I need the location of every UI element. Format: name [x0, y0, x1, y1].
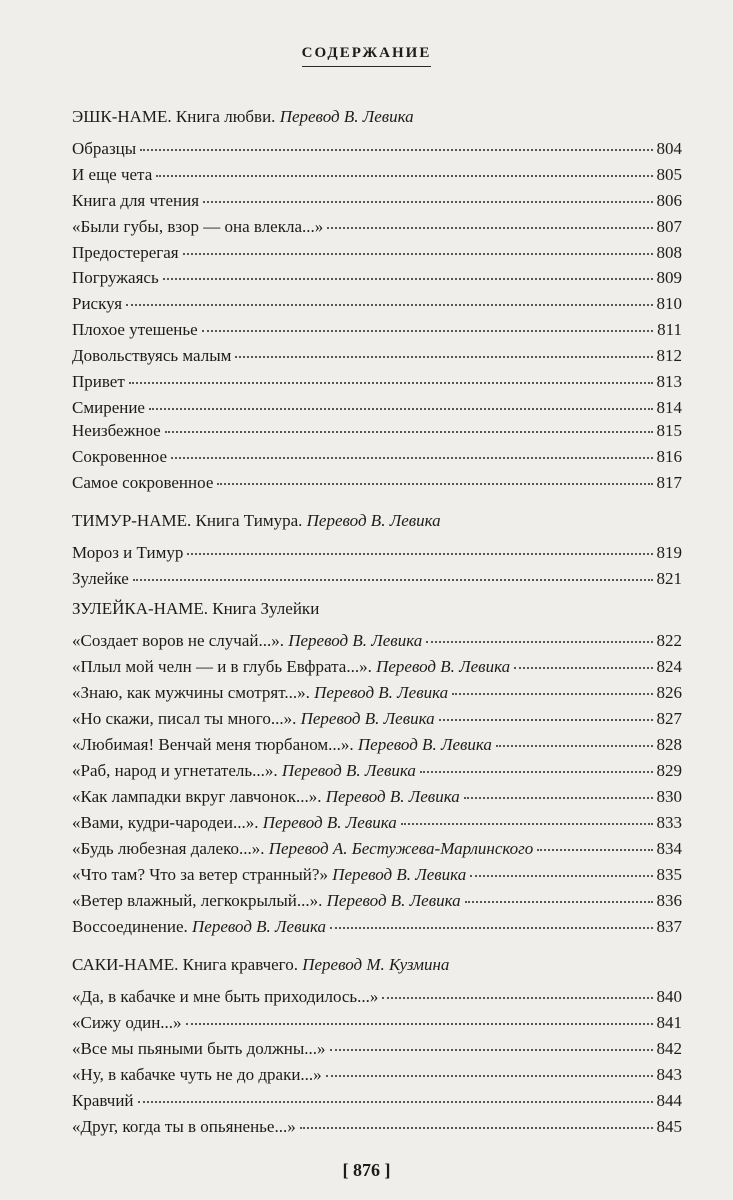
section-translator: Перевод М. Кузмина: [302, 955, 450, 974]
toc-entry: [72, 986, 682, 1008]
toc-entry: [72, 397, 682, 419]
entry-title: «Вами, кудри-чародеи...». Перевод В. Левика: [72, 813, 397, 832]
toc-entry: [72, 1038, 682, 1060]
page-title: СОДЕРЖАНИЕ: [302, 45, 432, 67]
leader-dots: [183, 253, 653, 255]
entry-title: Сокровенное: [72, 447, 168, 466]
entry-title: Самое сокровенное: [72, 473, 214, 492]
toc-entry: [72, 371, 682, 393]
toc-entry: [72, 345, 682, 367]
entry-page: 816: [656, 447, 682, 466]
entry-page: 819: [656, 543, 682, 562]
leader-dots: [465, 901, 653, 903]
section-title: ТИМУР-НАМЕ. Книга Тимура.: [72, 511, 303, 530]
toc-entry: [72, 319, 682, 341]
leader-dots: [382, 997, 652, 999]
entry-title: Предостерегая: [72, 243, 179, 262]
leader-dots: [202, 330, 653, 332]
entry-page: 806: [656, 191, 682, 210]
entry-page: 811: [657, 320, 682, 339]
leader-dots: [138, 1101, 653, 1103]
entry-title: «Ну, в кабачке чуть не до драки...»: [72, 1065, 322, 1084]
toc-entry: [72, 190, 682, 212]
toc-entry: [72, 293, 682, 315]
leader-dots: [464, 797, 653, 799]
toc-entry: [72, 734, 682, 756]
entry-title: «Плыл мой челн — и в глубь Евфрата...». Перевод В. Левика: [72, 657, 511, 676]
entry-page: 815: [656, 421, 682, 440]
toc-entry: [72, 708, 682, 730]
entry-translator: Перевод В. Левика: [262, 813, 397, 832]
section-translator: Перевод В. Левика: [279, 107, 414, 126]
entry-page: 843: [656, 1065, 682, 1084]
toc-entry: [72, 630, 682, 652]
entry-page: 808: [656, 243, 682, 262]
entry-page: 833: [656, 813, 682, 832]
entry-page: 812: [656, 346, 682, 365]
entry-title: «Все мы пьяными быть должны...»: [72, 1039, 326, 1058]
leader-dots: [133, 579, 653, 581]
section-title: ЗУЛЕЙКА-НАМЕ. Книга Зулейки: [72, 599, 320, 618]
entry-translator: Перевод В. Левика: [326, 891, 461, 910]
section-heading: [72, 510, 682, 532]
entry-page: 813: [656, 372, 682, 391]
entry-page: 844: [656, 1091, 682, 1110]
leader-dots: [537, 849, 652, 851]
entry-title: «Раб, народ и угнетатель...». Перевод В. Левика: [72, 761, 416, 780]
section-heading: [72, 954, 682, 976]
entry-translator: Перевод В. Левика: [357, 735, 492, 754]
entry-page: 810: [656, 294, 682, 313]
toc-entry: [72, 890, 682, 912]
toc-entry: [72, 864, 682, 886]
toc-entry: [72, 760, 682, 782]
entry-title: «Знаю, как мужчины смотрят...». Перевод В. Левика: [72, 683, 449, 702]
entry-title: «Друг, когда ты в опьяненье...»: [72, 1117, 296, 1136]
entry-page: 829: [656, 761, 682, 780]
entry-translator: Перевод В. Левика: [332, 865, 467, 884]
section-title: САКИ-НАМЕ. Книга кравчего.: [72, 955, 298, 974]
entry-translator: Перевод В. Левика: [325, 787, 460, 806]
leader-dots: [426, 641, 652, 643]
entry-page: 824: [656, 657, 682, 676]
entry-title: Погружаясь: [72, 268, 159, 287]
entry-translator: Перевод В. Левика: [281, 761, 416, 780]
entry-page: 836: [656, 891, 682, 910]
leader-dots: [330, 927, 652, 929]
toc-entry: [72, 568, 682, 590]
leader-dots: [235, 356, 652, 358]
leader-dots: [149, 408, 653, 410]
entry-title: Книга для чтения: [72, 191, 200, 210]
section-title: ЭШК-НАМЕ. Книга любви.: [72, 107, 276, 126]
leader-dots: [165, 431, 653, 433]
entry-page: 805: [656, 165, 682, 184]
toc-entry: [72, 216, 682, 238]
section-heading: [72, 106, 682, 128]
toc-entry: [72, 682, 682, 704]
entry-page: 834: [656, 839, 682, 858]
entry-title: «Сижу один...»: [72, 1013, 182, 1032]
entry-page: 814: [656, 398, 682, 417]
entry-title: «Любимая! Венчай меня тюрбаном...». Перевод В. Левика: [72, 735, 492, 754]
entry-title: И еще чета: [72, 165, 153, 184]
leader-dots: [420, 771, 653, 773]
leader-dots: [186, 1023, 653, 1025]
leader-dots: [470, 875, 652, 877]
entry-title: Довольствуясь малым: [72, 346, 232, 365]
toc-entry: [72, 812, 682, 834]
page-header: [0, 45, 733, 67]
entry-title: «Ветер влажный, легкокрылый...». Перевод В. Левика: [72, 891, 461, 910]
entry-page: 826: [656, 683, 682, 702]
entry-page: 845: [656, 1117, 682, 1136]
toc-entry: [72, 1064, 682, 1086]
toc-entry: [72, 916, 682, 938]
leader-dots: [171, 457, 652, 459]
entry-title: Неизбежное: [72, 421, 161, 440]
leader-dots: [439, 719, 653, 721]
leader-dots: [163, 278, 653, 280]
entry-page: 827: [656, 709, 682, 728]
toc-entry: [72, 1116, 682, 1138]
entry-title: «Будь любезная далеко...». Перевод А. Бестужева-Марлинского: [72, 839, 534, 858]
entry-translator: Перевод А. Бестужева-Марлинского: [268, 839, 534, 858]
leader-dots: [452, 693, 652, 695]
toc-entry: [72, 472, 682, 494]
entry-title: Образцы: [72, 139, 137, 158]
entry-title: «Как лампадки вкруг лавчонок...». Перевод В. Левика: [72, 787, 460, 806]
toc-entry: [72, 164, 682, 186]
entry-title: Привет: [72, 372, 125, 391]
entry-title: Смирение: [72, 398, 145, 417]
entry-page: 822: [656, 631, 682, 650]
toc-entry: [72, 138, 682, 160]
entry-title: Плохое утешенье: [72, 320, 198, 339]
leader-dots: [140, 149, 652, 151]
leader-dots: [514, 667, 652, 669]
toc-entry: [72, 242, 682, 264]
entry-title: «Создает воров не случай...». Перевод В. Левика: [72, 631, 423, 650]
entry-page: 828: [656, 735, 682, 754]
entry-page: 821: [656, 569, 682, 588]
toc-entry: [72, 1090, 682, 1112]
entry-title: «Да, в кабачке и мне быть приходилось...»: [72, 987, 379, 1006]
leader-dots: [187, 553, 652, 555]
leader-dots: [129, 382, 653, 384]
entry-page: 840: [656, 987, 682, 1006]
leader-dots: [496, 745, 653, 747]
entry-page: 804: [656, 139, 682, 158]
entry-page: 809: [656, 268, 682, 287]
section-translator: Перевод В. Левика: [306, 511, 441, 530]
leader-dots: [401, 823, 653, 825]
entry-translator: Перевод В. Левика: [192, 917, 327, 936]
page-number: [ 876 ]: [342, 1160, 391, 1180]
entry-title: «Но скажи, писал ты много...». Перевод В. Левика: [72, 709, 435, 728]
toc-entry: [72, 420, 682, 442]
leader-dots: [126, 304, 652, 306]
entry-translator: Перевод В. Левика: [300, 709, 435, 728]
toc-entry: [72, 838, 682, 860]
leader-dots: [300, 1127, 653, 1129]
entry-page: 835: [656, 865, 682, 884]
entry-page: 842: [656, 1039, 682, 1058]
entry-page: 837: [656, 917, 682, 936]
entry-title: Зулейке: [72, 569, 129, 588]
leader-dots: [217, 483, 652, 485]
entry-page: 841: [656, 1013, 682, 1032]
entry-title: Рискуя: [72, 294, 123, 313]
leader-dots: [156, 175, 652, 177]
toc-entry: [72, 446, 682, 468]
leader-dots: [327, 227, 652, 229]
entry-title: «Что там? Что за ветер странный?» Перевод В. Левика: [72, 865, 467, 884]
entry-translator: Перевод В. Левика: [288, 631, 423, 650]
leader-dots: [326, 1075, 653, 1077]
entry-translator: Перевод В. Левика: [314, 683, 449, 702]
section-heading: [72, 598, 682, 620]
toc-entry: [72, 267, 682, 289]
entry-translator: Перевод В. Левика: [376, 657, 511, 676]
toc-entry: [72, 656, 682, 678]
entry-title: Воссоединение. Перевод В. Левика: [72, 917, 327, 936]
entry-page: 807: [656, 217, 682, 236]
toc-entry: [72, 1012, 682, 1034]
leader-dots: [203, 201, 652, 203]
toc-entry: [72, 542, 682, 564]
entry-title: Мороз и Тимур: [72, 543, 184, 562]
entry-title: Кравчий: [72, 1091, 134, 1110]
entry-title: «Были губы, взор — она влекла...»: [72, 217, 324, 236]
toc-entry: [72, 786, 682, 808]
entry-page: 830: [656, 787, 682, 806]
leader-dots: [330, 1049, 653, 1051]
entry-page: 817: [656, 473, 682, 492]
